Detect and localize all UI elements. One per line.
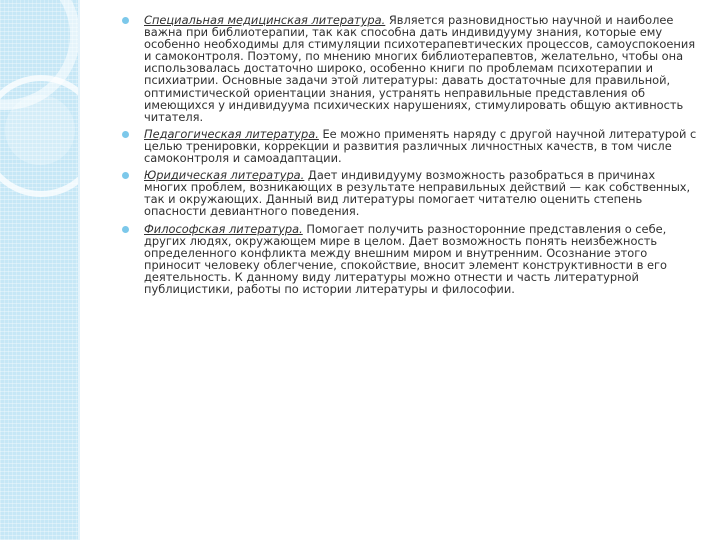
decorative-sidebar [0,0,80,540]
list-item [122,169,700,217]
item-term: Специальная медицинская литература. [144,13,386,27]
item-term: Юридическая литература. [144,168,305,183]
sidebar-divider [78,0,80,540]
bullet-icon [122,172,129,179]
item-text: Помогает получить разносторонние представления о себе, других людях, окружающем мире в целом. Дает возможность понять неизбежность определенного конфликта между внешним миром и внутренним. Осознание этого приносит человеку облегчение, спокойствие, вносит элемент конструктивности в его деятельность. К данному виду литературы можно отнести и часть литературной публицистики, работы по истории литературы и философии. [144,221,667,296]
item-term: Педагогическая литература. [144,126,319,141]
decorative-circle [5,95,75,165]
item-term: Философская литература. [144,221,303,236]
literature-list [122,14,700,300]
bullet-icon [122,226,129,233]
bullet-icon [122,131,129,138]
list-item [122,223,700,296]
item-text: Ее можно применять наряду с другой научной литературой с целью тренировки, коррекции и развития различных личностных качеств, в том числе самоконтроля и самоадаптации. [144,126,697,166]
list-item [122,128,700,164]
item-text: Является разновидностью научной и наиболее важна при библиотерапии, так как способна дать индивидууму знания, которые ему особенно необходимы для стимуляции психотерапевтических процессов, самоуспокоения и самоконтроля. Поэтому, по мнению многих библиотерапевтов, желательно, чтобы она использовалась достаточно широко, особенно книги по проблемам психотерапии и психиатрии. Основные задачи этой литературы: давать достаточные для правильной, оптимистической ориентации знания, устранять неправильные представления об имеющихся у индивидуума психических нарушениях, стимулировать общую активность читателя. [144,13,696,124]
item-text: Дает индивидууму возможность разобраться в причинах многих проблем, возникающих в результате неправильных действий — как собственных, так и окружающих. Данный вид литературы помогает читателю оценить степень опасности девиантного поведения. [144,168,691,219]
list-item [122,14,700,123]
bullet-icon [122,17,129,24]
